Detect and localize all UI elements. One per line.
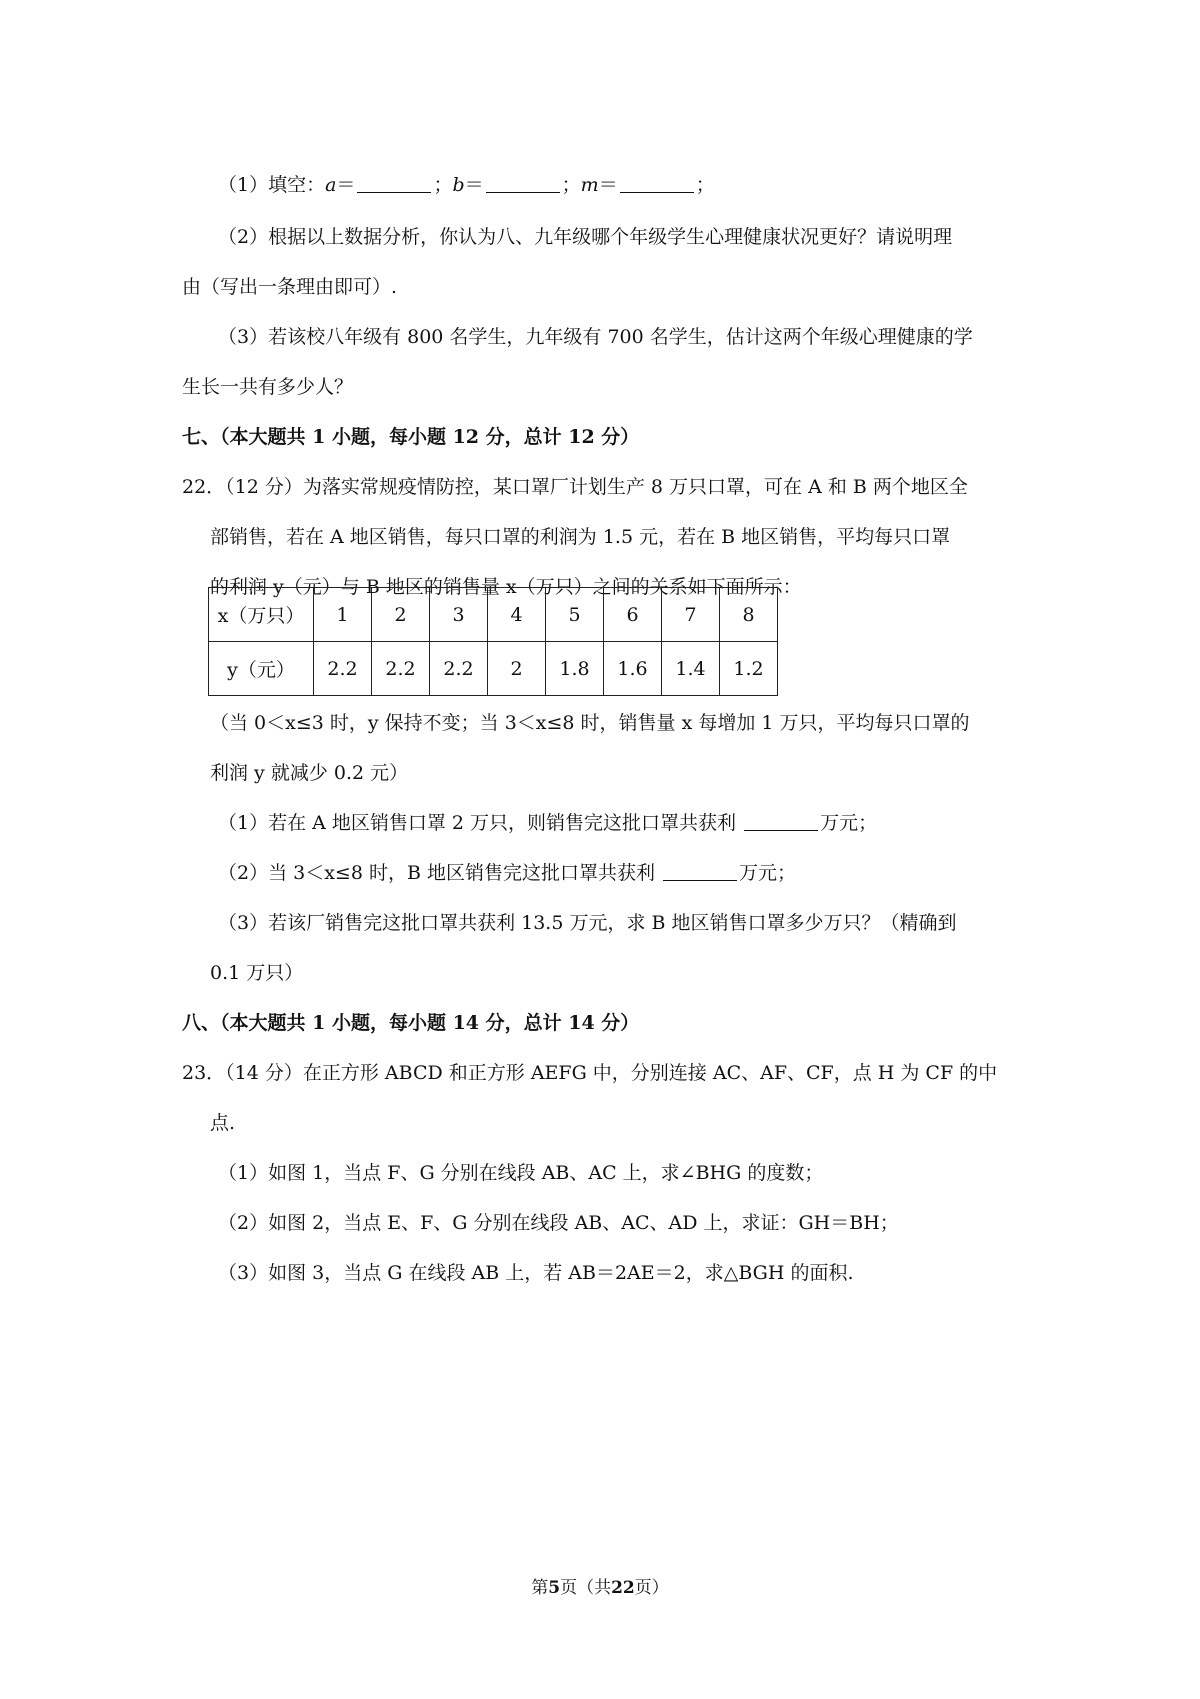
q22-part1-unit: 万元； — [820, 812, 878, 834]
section-7-heading: 七、（本大题共 1 小题，每小题 12 分，总计 12 分） — [182, 426, 640, 448]
page-number: 5 — [548, 1578, 561, 1598]
answer-blank-m[interactable] — [620, 172, 694, 193]
var-m: m — [580, 174, 599, 196]
q22-line3: 的利润 y（元）与 B 地区的销售量 x（万只）之间的关系如下面所示： — [210, 576, 802, 598]
q22-part3-line1: （3）若该厂销售完这批口罩共获利 13.5 万元，求 B 地区销售口罩多少万只？（精确到 — [218, 912, 957, 934]
q21-part1 — [218, 170, 715, 200]
q23-part1: （1）如图 1，当点 F、G 分别在线段 AB、AC 上，求∠BHG 的度数； — [218, 1162, 824, 1184]
equals-sign: ＝ — [336, 174, 356, 196]
answer-blank-q22-1[interactable] — [744, 810, 818, 831]
table-cell: 2.2 — [314, 642, 372, 696]
table-cell: 8 — [720, 588, 778, 642]
equals-sign: ＝ — [598, 174, 618, 196]
answer-blank-a[interactable] — [357, 172, 431, 193]
table-cell: 5 — [546, 588, 604, 642]
q23-part3: （3）如图 3，当点 G 在线段 AB 上，若 AB＝2AE＝2，求△BGH 的面积. — [218, 1262, 854, 1284]
q21-part3-line2: 生长一共有多少人？ — [182, 376, 354, 398]
q21-part1-label: （1）填空： — [218, 174, 326, 196]
separator: ； — [561, 174, 581, 196]
table-row-y — [209, 642, 778, 696]
table-header-x: x（万只） — [209, 588, 314, 642]
q22-data-table — [208, 587, 778, 696]
table-cell: 7 — [662, 588, 720, 642]
q22-line1: 22．（12 分）为落实常规疫情防控，某口罩厂计划生产 8 万只口罩，可在 A 和 B 两个地区全 — [182, 476, 968, 498]
separator: ； — [695, 174, 715, 196]
q21-part2-line1: （2）根据以上数据分析，你认为八、九年级哪个年级学生心理健康状况更好？请说明理 — [218, 226, 953, 248]
table-row-x — [209, 588, 778, 642]
q22-part1 — [218, 808, 877, 838]
table-cell: 1 — [314, 588, 372, 642]
footer-middle: 页（共 — [560, 1578, 612, 1598]
var-a: a — [325, 174, 337, 196]
q22-part2-text: （2）当 3＜x≤8 时，B 地区销售完这批口罩共获利 — [218, 862, 655, 884]
equals-sign: ＝ — [464, 174, 484, 196]
q23-part2: （2）如图 2，当点 E、F、G 分别在线段 AB、AC、AD 上，求证：GH＝BH； — [218, 1212, 899, 1234]
q23-line2: 点. — [210, 1112, 236, 1134]
table-cell: 3 — [430, 588, 488, 642]
table-cell: 2 — [488, 642, 546, 696]
footer-suffix: 页） — [634, 1578, 669, 1598]
q22-part2-unit: 万元； — [739, 862, 797, 884]
table-cell: 2.2 — [430, 642, 488, 696]
q22-line2: 部销售，若在 A 地区销售，每只口罩的利润为 1.5 元，若在 B 地区销售，平均每只口罩 — [210, 526, 951, 548]
q22-note-line1: （当 0＜x≤3 时，y 保持不变；当 3＜x≤8 时，销售量 x 每增加 1 万只，平均每只口罩的 — [210, 712, 970, 734]
table-cell: 6 — [604, 588, 662, 642]
table-cell: 1.2 — [720, 642, 778, 696]
table-header-y: y（元） — [209, 642, 314, 696]
q22-part3-line2: 0.1 万只） — [210, 962, 304, 984]
q22-part2 — [218, 858, 796, 888]
footer-prefix: 第 — [531, 1578, 549, 1598]
table-cell: 2 — [372, 588, 430, 642]
table-cell: 2.2 — [372, 642, 430, 696]
answer-blank-q22-2[interactable] — [663, 860, 737, 881]
table-cell: 4 — [488, 588, 546, 642]
q22-part1-text: （1）若在 A 地区销售口罩 2 万只，则销售完这批口罩共获利 — [218, 812, 737, 834]
table-cell: 1.8 — [546, 642, 604, 696]
q21-part2-line2: 由（写出一条理由即可）. — [182, 276, 398, 298]
q23-line1: 23．（14 分）在正方形 ABCD 和正方形 AEFG 中，分别连接 AC、AF、CF，点 H 为 CF 的中 — [182, 1062, 998, 1084]
table-cell: 1.6 — [604, 642, 662, 696]
var-b: b — [452, 174, 465, 196]
q21-part3-line1: （3）若该校八年级有 800 名学生，九年级有 700 名学生，估计这两个年级心理健康的学 — [218, 326, 973, 348]
page-footer — [0, 1573, 1200, 1598]
page-total: 22 — [611, 1578, 635, 1598]
separator: ； — [433, 174, 453, 196]
answer-blank-b[interactable] — [486, 172, 560, 193]
section-8-heading: 八、（本大题共 1 小题，每小题 14 分，总计 14 分） — [182, 1012, 640, 1034]
table-cell: 1.4 — [662, 642, 720, 696]
q22-note-line2: 利润 y 就减少 0.2 元） — [210, 762, 409, 784]
